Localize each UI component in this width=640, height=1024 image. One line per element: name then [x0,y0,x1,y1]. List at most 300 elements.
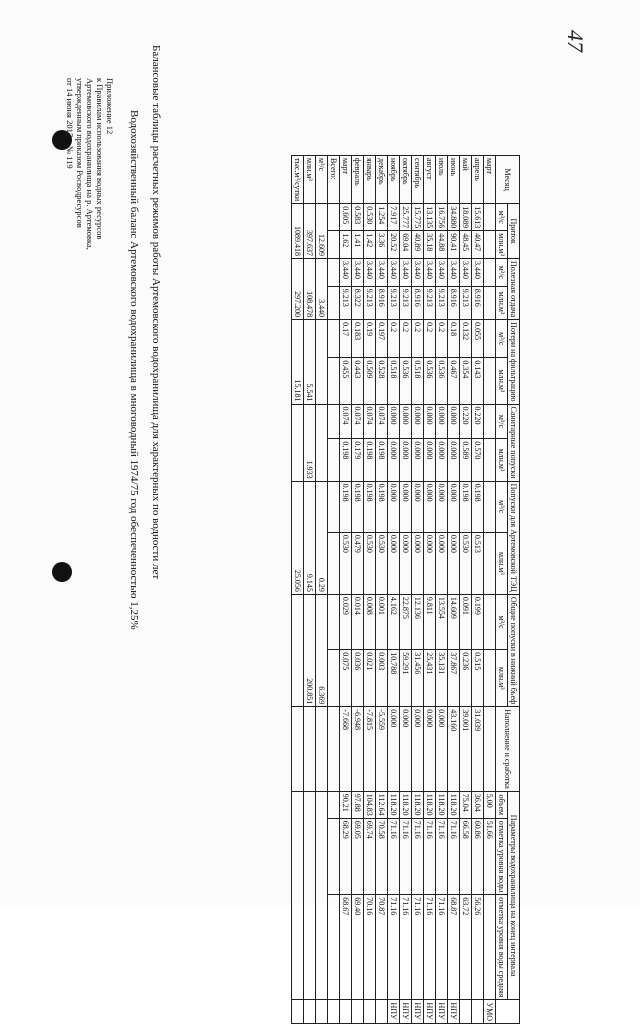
unit: млн.м³ [496,532,508,594]
table-cell [304,707,316,792]
table-cell: 0.000 [388,532,400,594]
table-cell: 0.509 [364,358,376,404]
table-cell: 59.291 [400,650,412,707]
table-cell: 0.583 [352,204,364,231]
table-cell: 69.04 [400,231,412,259]
month-cell: июнь [448,156,460,204]
table-cell: 0.029 [340,594,352,649]
totals-row [292,156,304,1024]
col-filling: Наполнение и сработка [496,707,520,792]
table-cell: 70.16 [364,895,376,1000]
table-cell: 0.528 [376,358,388,404]
month-cell: декабрь [376,156,388,204]
table-cell: 0.000 [436,481,448,532]
table-cell: 9.213 [340,286,352,319]
table-cell: 118.20 [424,791,436,818]
total-label: млн.м³ [304,156,316,204]
table-row [388,156,400,1024]
table-cell [316,707,328,792]
month-cell: июль [436,156,448,204]
table-cell: 3.440 [364,259,376,287]
table-cell: 70.58 [376,818,388,895]
month-cell: октябрь [400,156,412,204]
balance-table [291,155,520,1024]
table-cell: 0.091 [460,594,472,649]
table-cell: 9.213 [460,286,472,319]
table-cell: НПУ [424,1000,436,1024]
table-cell [328,286,340,319]
unit: м³/с [496,259,508,287]
table-cell: 0.000 [412,404,424,439]
table-cell: 0.000 [448,481,460,532]
table-cell: 71.16 [448,818,460,895]
table-cell: НПУ [388,1000,400,1024]
total-san [316,404,328,481]
table-cell [328,791,340,818]
table-cell: 71.16 [424,895,436,1000]
table-cell: -6.948 [352,707,364,792]
table-cell: 0.074 [376,404,388,439]
table-cell [328,650,340,707]
table-cell: 1.41 [352,231,364,259]
table-cell [460,1000,472,1024]
table-cell: 20.52 [388,231,400,259]
table-cell: 13.554 [436,594,448,649]
table-cell: 69.74 [364,818,376,895]
table-cell [328,320,340,358]
table-cell: 71.16 [400,818,412,895]
total-label: тыс.м³/сутки [292,156,304,204]
table-cell: 0.220 [460,404,472,439]
table-cell: 3.440 [340,259,352,287]
table-cell: 0.605 [340,204,352,231]
total-filt: 5.541 [304,320,316,404]
col-total-downstream: Общие попуски в нижний бьеф [508,594,520,706]
table-cell: 39.001 [460,707,472,792]
table-cell [484,259,496,287]
table-cell: 0.198 [460,481,472,532]
table-cell [328,358,340,404]
table-cell: 8.916 [448,286,460,319]
table-cell: 8.916 [412,286,424,319]
table-cell: 0.000 [412,481,424,532]
table-cell: 15.775 [412,204,424,231]
table-cell: 37.867 [448,650,460,707]
table-cell [364,1000,376,1024]
table-cell: 7.917 [388,204,400,231]
month-cell: февраль [352,156,364,204]
annex-line: Приложение 12 [105,78,115,135]
totals-label: Всего: [328,156,340,204]
table-cell: 35.18 [424,231,436,259]
table-cell [352,1000,364,1024]
document-subtitle: Водохозяйственный баланс Артемовского водохранилища в многоводный 1974/75 год обеспеченностью 1,25% [128,110,140,630]
table-cell [340,1000,352,1024]
table-cell: 0.19 [364,320,376,358]
table-cell: 0.000 [412,707,424,792]
table-cell: 0.17 [340,320,352,358]
month-cell: май [460,156,472,204]
table-cell: 0.2 [400,320,412,358]
total-inflow: 12.609 [316,204,328,259]
table-cell: 31.039 [472,707,484,792]
table-cell: НПУ [400,1000,412,1024]
table-cell [328,707,340,792]
table-cell: 0.000 [448,439,460,481]
table-cell [328,481,340,532]
table-cell [472,1000,484,1024]
table-cell: 0.2 [388,320,400,358]
table-cell: 12.136 [412,594,424,649]
table-cell: 0.530 [460,532,472,594]
table-cell: 0.2 [424,320,436,358]
table-cell: 4.162 [388,594,400,649]
table-cell: 48.45 [460,231,472,259]
table-cell: 0.000 [424,439,436,481]
table-cell: 9.213 [364,286,376,319]
table-cell: 0.000 [388,707,400,792]
table-cell: 0.143 [472,358,484,404]
total-out: 297.200 [292,259,304,320]
table-cell: 0.000 [424,707,436,792]
table-cell [328,204,340,231]
total-inflow: 397.637 [304,204,316,259]
table-row [436,156,448,1024]
table-cell: 0.443 [352,358,364,404]
table-cell [484,707,496,792]
table-cell [484,204,496,231]
total-filt: 15.181 [292,320,304,404]
table-cell [328,818,340,895]
table-cell: 71.16 [436,818,448,895]
total-tot [292,594,304,706]
table-cell: 18.089 [460,204,472,231]
col-useful-output: Полезная отдача [508,259,520,320]
table-cell: 0.536 [424,358,436,404]
table-cell: 3.440 [388,259,400,287]
col-level: отметка уровня воды [496,818,508,895]
table-cell: 3.440 [436,259,448,287]
table-cell: 0.199 [472,594,484,649]
table-cell: 0.198 [340,439,352,481]
table-cell [484,895,496,1000]
table-cell: 3.440 [412,259,424,287]
table-cell: 0.000 [424,481,436,532]
table-cell: 3.440 [400,259,412,287]
table-cell: 0.055 [472,320,484,358]
table-cell: 10.788 [388,650,400,707]
table-cell: 0.479 [352,532,364,594]
table-cell: 51.66 [484,818,496,895]
table-row [460,156,472,1024]
annex-note [65,78,115,338]
table-cell: 118.20 [388,791,400,818]
table-cell: 9.811 [424,594,436,649]
unit: м³/с [496,204,508,231]
table-cell: 0.008 [364,594,376,649]
table-cell: 68.67 [340,895,352,1000]
table-cell [376,1000,388,1024]
total-tot: 6.369 [316,594,328,706]
table-cell: 0.000 [400,707,412,792]
total-out: 108.478 [304,259,316,320]
table-cell [328,259,340,287]
unit: млн.м³ [496,286,508,319]
table-cell [328,532,340,594]
table-cell: 70.87 [376,895,388,1000]
table-cell [484,320,496,358]
table-cell: 0.198 [364,439,376,481]
table-cell [304,1000,316,1024]
table-cell: 0.000 [424,532,436,594]
page-number: 47 [563,30,588,52]
unit: млн.м³ [496,650,508,707]
table-cell: НПУ [448,1000,460,1024]
table-cell: 0.000 [400,439,412,481]
table-cell: 0.18 [448,320,460,358]
table-cell: 0.003 [376,650,388,707]
table-cell: 0.530 [364,204,376,231]
table-cell: 5.00 [484,791,496,818]
table-cell: 0.179 [352,439,364,481]
table-cell: 112.64 [376,791,388,818]
table-cell: 9.213 [436,286,448,319]
table-cell: 0.074 [340,404,352,439]
table-cell: 0.074 [364,404,376,439]
table-cell: 1.62 [340,231,352,259]
table-cell: 40.89 [412,231,424,259]
unit: млн.м³ [496,439,508,481]
table-cell: 0.000 [436,439,448,481]
total-san [292,404,304,481]
table-cell: 44.88 [436,231,448,259]
table-cell: 0.074 [352,404,364,439]
table-cell: 3.440 [472,259,484,287]
document-title: Балансовые таблицы расчетных режимов работы Артемовского водохранилища для характерных по водности лет [150,45,162,580]
table-cell: НПУ [412,1000,424,1024]
table-cell [484,404,496,439]
table-cell [328,1000,340,1024]
table-cell: 1.42 [364,231,376,259]
table-cell: 0.001 [376,594,388,649]
table-cell: 0.000 [436,532,448,594]
col-filtration: Потери на фильтрацию [508,320,520,404]
table-cell: 0.000 [388,404,400,439]
table-cell: 0.198 [376,439,388,481]
table-cell: 0.198 [472,481,484,532]
table-cell: 43.160 [448,707,460,792]
table-row [400,156,412,1024]
table-cell: УМО [484,1000,496,1024]
month-cell: март [484,156,496,204]
unit: м³/с [496,594,508,649]
table-cell: 0.455 [340,358,352,404]
table-cell: 36.04 [472,791,484,818]
table-cell: 0.2 [436,320,448,358]
table-cell: 90.21 [340,791,352,818]
table-cell: 0.536 [436,358,448,404]
table-cell: 0.518 [412,358,424,404]
table-cell: 0.000 [436,707,448,792]
unit: млн.м³ [496,231,508,259]
table-cell: 0.021 [364,650,376,707]
table-cell: 9.213 [400,286,412,319]
table-cell: 25.431 [424,650,436,707]
total-out: 3.440 [316,259,328,320]
table-cell: 14.609 [448,594,460,649]
table-cell: 0.515 [472,650,484,707]
col-sanitary: Санитарные попуски [508,404,520,481]
table-cell [484,358,496,404]
table-cell: -5.559 [376,707,388,792]
table-cell [328,439,340,481]
col-inflow: Приток [508,204,520,259]
total-filt [316,320,328,404]
table-cell: 71.16 [436,895,448,1000]
table-row [352,156,364,1024]
table-cell [316,1000,328,1024]
table-cell [292,791,304,1000]
table-cell: 0.000 [388,481,400,532]
total-tec: 0.29 [316,481,328,594]
table-cell: 97.88 [352,791,364,818]
table-cell: 0.2 [412,320,424,358]
unit: м³/с [496,320,508,358]
unit: млн.м³ [496,358,508,404]
table-cell: 0.589 [460,439,472,481]
month-cell: август [424,156,436,204]
table-cell [292,707,304,792]
totals-row [304,156,316,1024]
table-cell: 0.036 [352,650,364,707]
table-cell: 16.756 [436,204,448,231]
table-cell [484,594,496,649]
table-cell: 118.20 [448,791,460,818]
table-cell: 34.880 [448,204,460,231]
table-cell: 0.570 [472,439,484,481]
table-cell [328,404,340,439]
table-cell [328,231,340,259]
table-cell: 0.530 [364,532,376,594]
table-cell: 0.000 [436,404,448,439]
table-cell: 118.20 [400,791,412,818]
table-cell: 0.000 [412,439,424,481]
unit: м³/с [496,404,508,439]
table-cell [484,650,496,707]
table-cell: 71.16 [424,818,436,895]
table-cell [484,481,496,532]
table-cell: 15.613 [472,204,484,231]
annex-line: Артемовского водохранилища на р. Артемовка, [85,78,95,250]
table-cell: 0.536 [400,358,412,404]
table-cell: 0.518 [388,358,400,404]
total-tec: 25.056 [292,481,304,594]
col-month: Месяц [496,156,520,204]
table-cell: 0.000 [400,481,412,532]
table-cell: 0.000 [412,532,424,594]
table-row [448,156,460,1024]
table-cell: 0.014 [352,594,364,649]
table-cell: 0.198 [376,481,388,532]
table-cell: 0.000 [400,404,412,439]
table-cell: 90.41 [448,231,460,259]
total-label: м³/с [316,156,328,204]
table-cell: 60.86 [472,818,484,895]
col-level-avg: отметка уровня воды средняя [496,895,508,1000]
table-cell: 0.132 [460,320,472,358]
table-cell [316,791,328,1000]
table-cell: 0.354 [460,358,472,404]
totals-row [316,156,328,1024]
table-row [364,156,376,1024]
table-cell [484,439,496,481]
table-cell: 3.440 [460,259,472,287]
table-cell: 0.000 [448,404,460,439]
table-cell: 69.40 [352,895,364,1000]
table-cell: 0.236 [460,650,472,707]
col-params: Параметры водохранилища на конец интервала [508,791,520,1000]
table-cell: 13.135 [424,204,436,231]
total-tec: 9.145 [304,481,316,594]
month-cell: март [340,156,352,204]
table-cell: -7.668 [340,707,352,792]
table-cell: 0.467 [448,358,460,404]
table-cell: 0.197 [376,320,388,358]
col-volume: объем [496,791,508,818]
month-cell: январь [364,156,376,204]
annex-line: утвержденным приказом Росводресурсов [75,78,85,228]
table-cell: 0.198 [340,481,352,532]
table-cell: 0.198 [364,481,376,532]
table-cell [484,532,496,594]
table-cell [292,1000,304,1024]
table-cell: 68.29 [340,818,352,895]
month-cell: ноябрь [388,156,400,204]
table-cell: 31.456 [412,650,424,707]
table-cell: 0.000 [448,532,460,594]
table-cell: 3.440 [448,259,460,287]
table-cell: 66.58 [460,818,472,895]
table-cell [484,286,496,319]
total-inflow: 1089.418 [292,204,304,259]
unit: м³/с [496,481,508,532]
table-cell: 0.183 [352,320,364,358]
table-cell: 8.916 [376,286,388,319]
table-cell [328,895,340,1000]
table-cell: 71.16 [400,895,412,1000]
table-cell: 0.530 [376,532,388,594]
table-cell [328,594,340,649]
total-tot: 200.851 [304,594,316,706]
table-cell: 0.220 [472,404,484,439]
table-cell: 56.26 [472,895,484,1000]
table-cell: 71.16 [412,895,424,1000]
table-cell: 25.777 [400,204,412,231]
annex-line: от 14 июня 2017 г. № 119 [65,78,75,169]
table-cell: 0.000 [424,404,436,439]
table-cell: 0.513 [472,532,484,594]
table-cell: НПУ [436,1000,448,1024]
table-cell [304,791,316,1000]
table-row [412,156,424,1024]
totals-row [328,156,340,1024]
table-cell: 1.254 [376,204,388,231]
table-cell: 71.16 [388,818,400,895]
table-cell [484,231,496,259]
col-mark [496,1000,520,1024]
month-cell: апрель [472,156,484,204]
month-cell: сентябрь [412,156,424,204]
